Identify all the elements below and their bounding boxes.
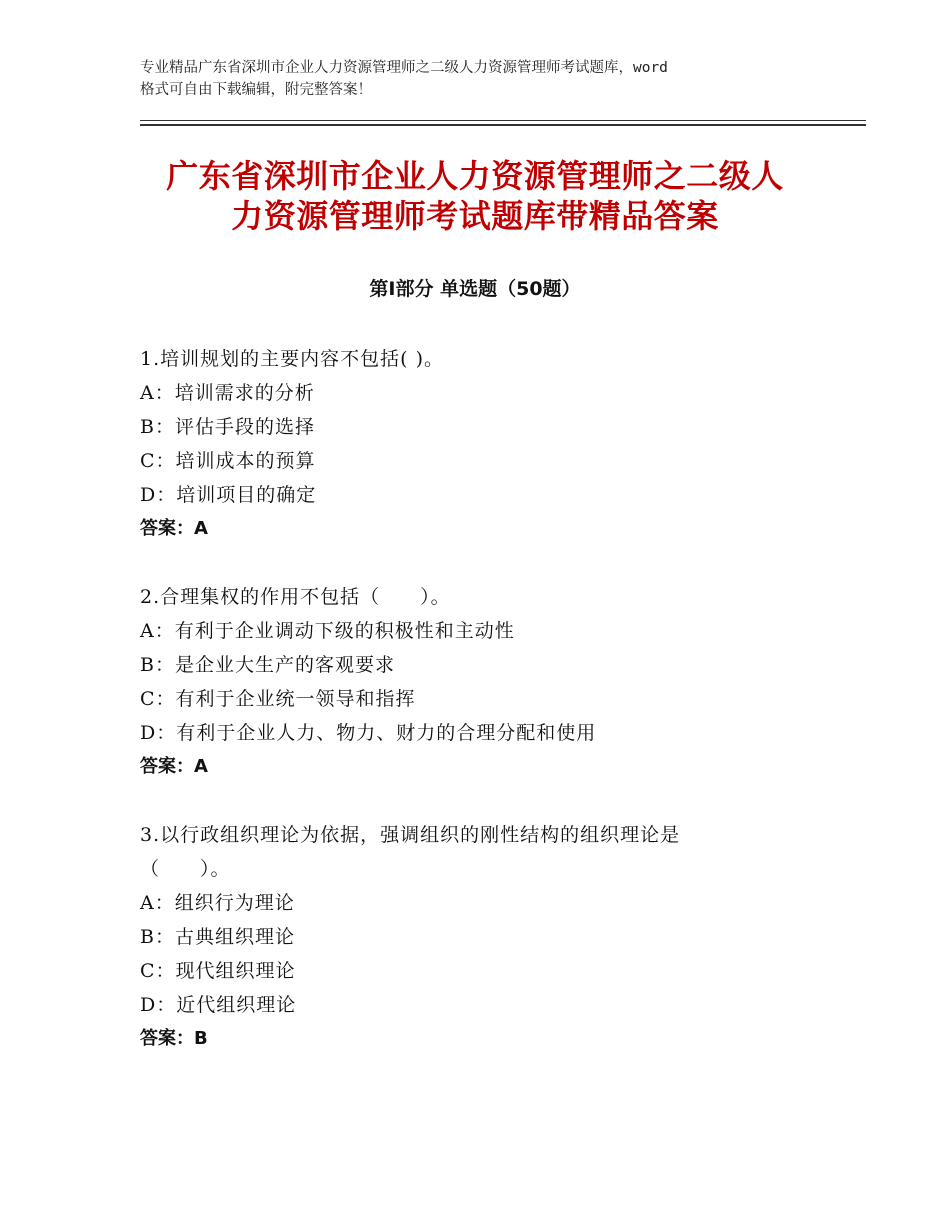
header-note-line-2: 格式可自由下载编辑，附完整答案！ [140, 82, 372, 98]
question-3-option-c: C：现代组织理论 [140, 960, 296, 982]
header-note-line-1: 专业精品广东省深圳市企业人力资源管理师之二级人力资源管理师考试题库，word [140, 60, 668, 76]
question-2-option-b: B：是企业大生产的客观要求 [140, 654, 395, 676]
question-1-text: 1.培训规划的主要内容不包括( )。 [140, 348, 444, 370]
question-2 [140, 580, 840, 784]
header-divider-thin [140, 120, 866, 121]
question-1-option-d: D：培训项目的确定 [140, 484, 317, 506]
question-2-text: 2.合理集权的作用不包括（ ）。 [140, 586, 451, 608]
question-3-option-b: B：古典组织理论 [140, 926, 295, 948]
document-title-line-1: 广东省深圳市企业人力资源管理师之二级人 [166, 157, 784, 195]
question-3-text-line-1: 3.以行政组织理论为依据，强调组织的刚性结构的组织理论是 [140, 824, 681, 846]
question-3 [140, 818, 840, 1056]
document-title [140, 156, 810, 236]
question-1 [140, 342, 840, 546]
document-title-line-2: 力资源管理师考试题库带精品答案 [231, 197, 719, 235]
question-3-answer: 答案：B [140, 1028, 208, 1049]
header-divider-thick [140, 124, 866, 126]
section-heading: 第Ⅰ部分 单选题（50题） [369, 278, 581, 300]
question-2-answer: 答案：A [140, 756, 208, 777]
question-list [140, 342, 840, 1090]
question-1-option-a: A：培训需求的分析 [140, 382, 315, 404]
question-1-answer: 答案：A [140, 518, 208, 539]
question-3-option-d: D：近代组织理论 [140, 994, 297, 1016]
question-3-text-line-2: （ ）。 [140, 858, 231, 880]
question-3-option-a: A：组织行为理论 [140, 892, 295, 914]
question-2-option-a: A：有利于企业调动下级的积极性和主动性 [140, 620, 515, 642]
question-2-option-c: C：有利于企业统一领导和指挥 [140, 688, 416, 710]
question-1-option-c: C：培训成本的预算 [140, 450, 316, 472]
header-note [140, 57, 840, 101]
question-1-option-b: B：评估手段的选择 [140, 416, 315, 438]
question-2-option-d: D：有利于企业人力、物力、财力的合理分配和使用 [140, 722, 597, 744]
